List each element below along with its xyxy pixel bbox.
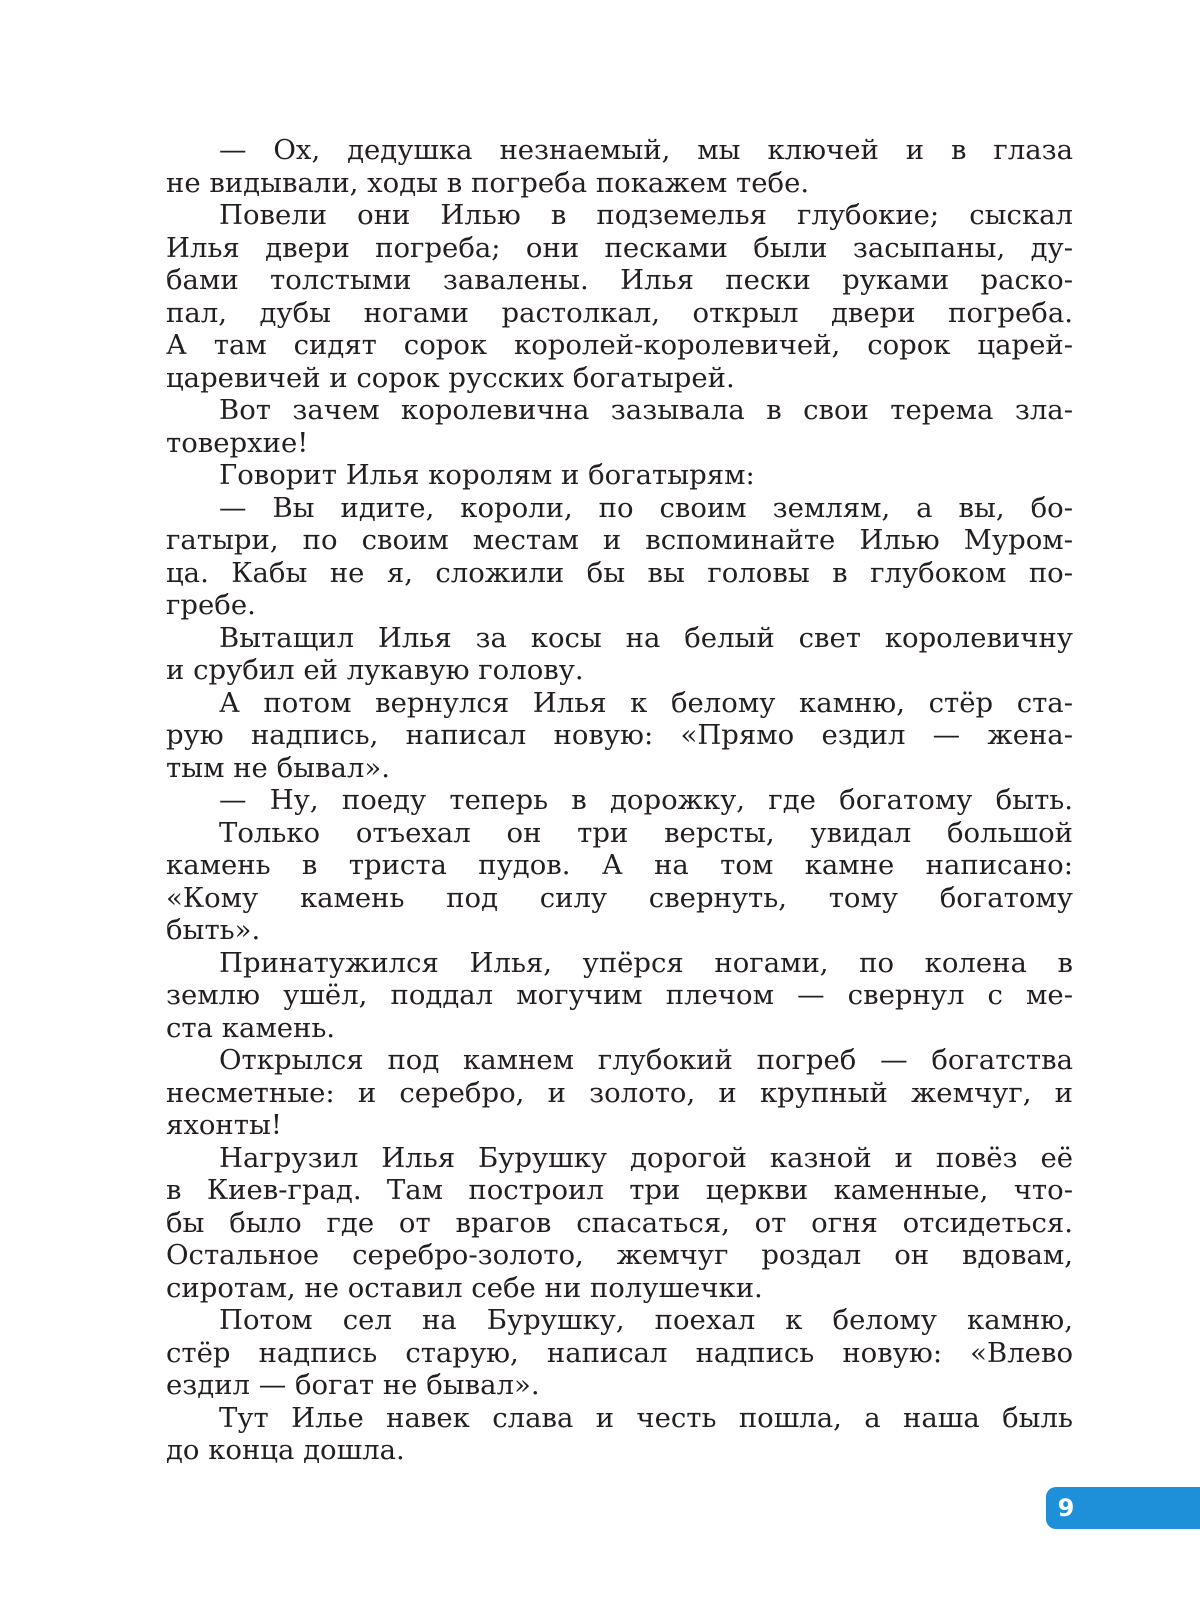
text-line: пал, дубы ногами растолкал, открыл двери погреба. [166, 296, 1073, 329]
text-line: камень в триста пудов. А на том камне написано: [166, 849, 1073, 881]
text-line: яхонты! [166, 1109, 282, 1141]
text-line: землю ушёл, поддал могучим плечом — свернул с ме- [166, 979, 1073, 1011]
text-line: А потом вернулся Илья к белому камню, стёр ста- [219, 686, 1073, 719]
text-line: гатыри, по своим местам и вспоминайте Илью Муром- [166, 524, 1073, 556]
text-line: сиротам, не оставил себе ни полушечки. [166, 1271, 763, 1304]
page-number: 9 [1057, 1494, 1075, 1522]
text-line: Говорит Илья королям и богатырям: [219, 459, 755, 491]
text-line: ездил — богат не бывал». [166, 1369, 540, 1401]
text-line: тым не бывал». [166, 751, 390, 784]
text-line: А там сидят сорок королей-королевичей, сорок царей- [166, 329, 1073, 361]
text-line: быть». [166, 914, 261, 946]
text-line: Тут Илье навек слава и честь пошла, а наша быль [219, 1401, 1073, 1434]
text-line: Илья двери погреба; они песками были засыпаны, ду- [166, 231, 1073, 264]
text-line: ста камень. [166, 1011, 336, 1044]
text-line: «Кому камень под силу свернуть, тому богатому [166, 881, 1073, 914]
text-line: бы было где от врагов спасаться, от огня отсидеться. [166, 1206, 1073, 1239]
text-line: Повели они Илью в подземелья глубокие; сыскал [219, 199, 1073, 231]
text-line: Открылся под камнем глубокий погреб — богатства [219, 1044, 1073, 1076]
text-line: бами толстыми завалены. Илья пески руками раско- [166, 264, 1073, 296]
text-line: Потом сел на Бурушку, поехал к белому камню, [219, 1304, 1073, 1336]
text-line: гребе. [166, 589, 256, 621]
text-line: не видывали, ходы в погреба покажем тебе. [166, 166, 810, 199]
text-line: Принатужился Илья, упёрся ногами, по колена в [219, 946, 1073, 979]
text-line: — Ох, дедушка незнаемый, мы ключей и в глаза [219, 134, 1073, 166]
text-line: товерхие! [166, 426, 309, 459]
page-number-tab [1046, 1487, 1200, 1529]
text-line: царевичей и сорок русских богатырей. [166, 361, 735, 394]
text-line: рую надпись, написал новую: «Прямо ездил — жена- [166, 719, 1073, 751]
text-line: ца. Кабы не я, сложили бы вы головы в глубоком по- [166, 556, 1073, 589]
text-line: Вот зачем королевична зазывала в свои терема зла- [219, 394, 1073, 426]
text-line: — Ну, поеду теперь в дорожку, где богатому быть. [219, 784, 1073, 816]
text-line: Нагрузил Илья Бурушку дорогой казной и повёз её [219, 1141, 1073, 1174]
text-line: Только отъехал он три версты, увидал большой [219, 816, 1073, 849]
text-line: Остальное серебро-золото, жемчуг роздал он вдовам, [166, 1239, 1073, 1271]
text-line: — Вы идите, короли, по своим землям, а вы, бо- [219, 491, 1073, 524]
story-text [166, 134, 1073, 1467]
text-line: стёр надпись старую, написал надпись новую: «Влево [166, 1336, 1073, 1369]
text-line: в Киев-град. Там построил три церкви каменные, что- [166, 1174, 1073, 1206]
text-line: Вытащил Илья за косы на белый свет королевичну [219, 621, 1073, 654]
text-line: и срубил ей лукавую голову. [166, 654, 584, 686]
text-line: до конца дошла. [166, 1434, 405, 1466]
text-line: несметные: и серебро, и золото, и крупный жемчуг, и [166, 1076, 1073, 1109]
